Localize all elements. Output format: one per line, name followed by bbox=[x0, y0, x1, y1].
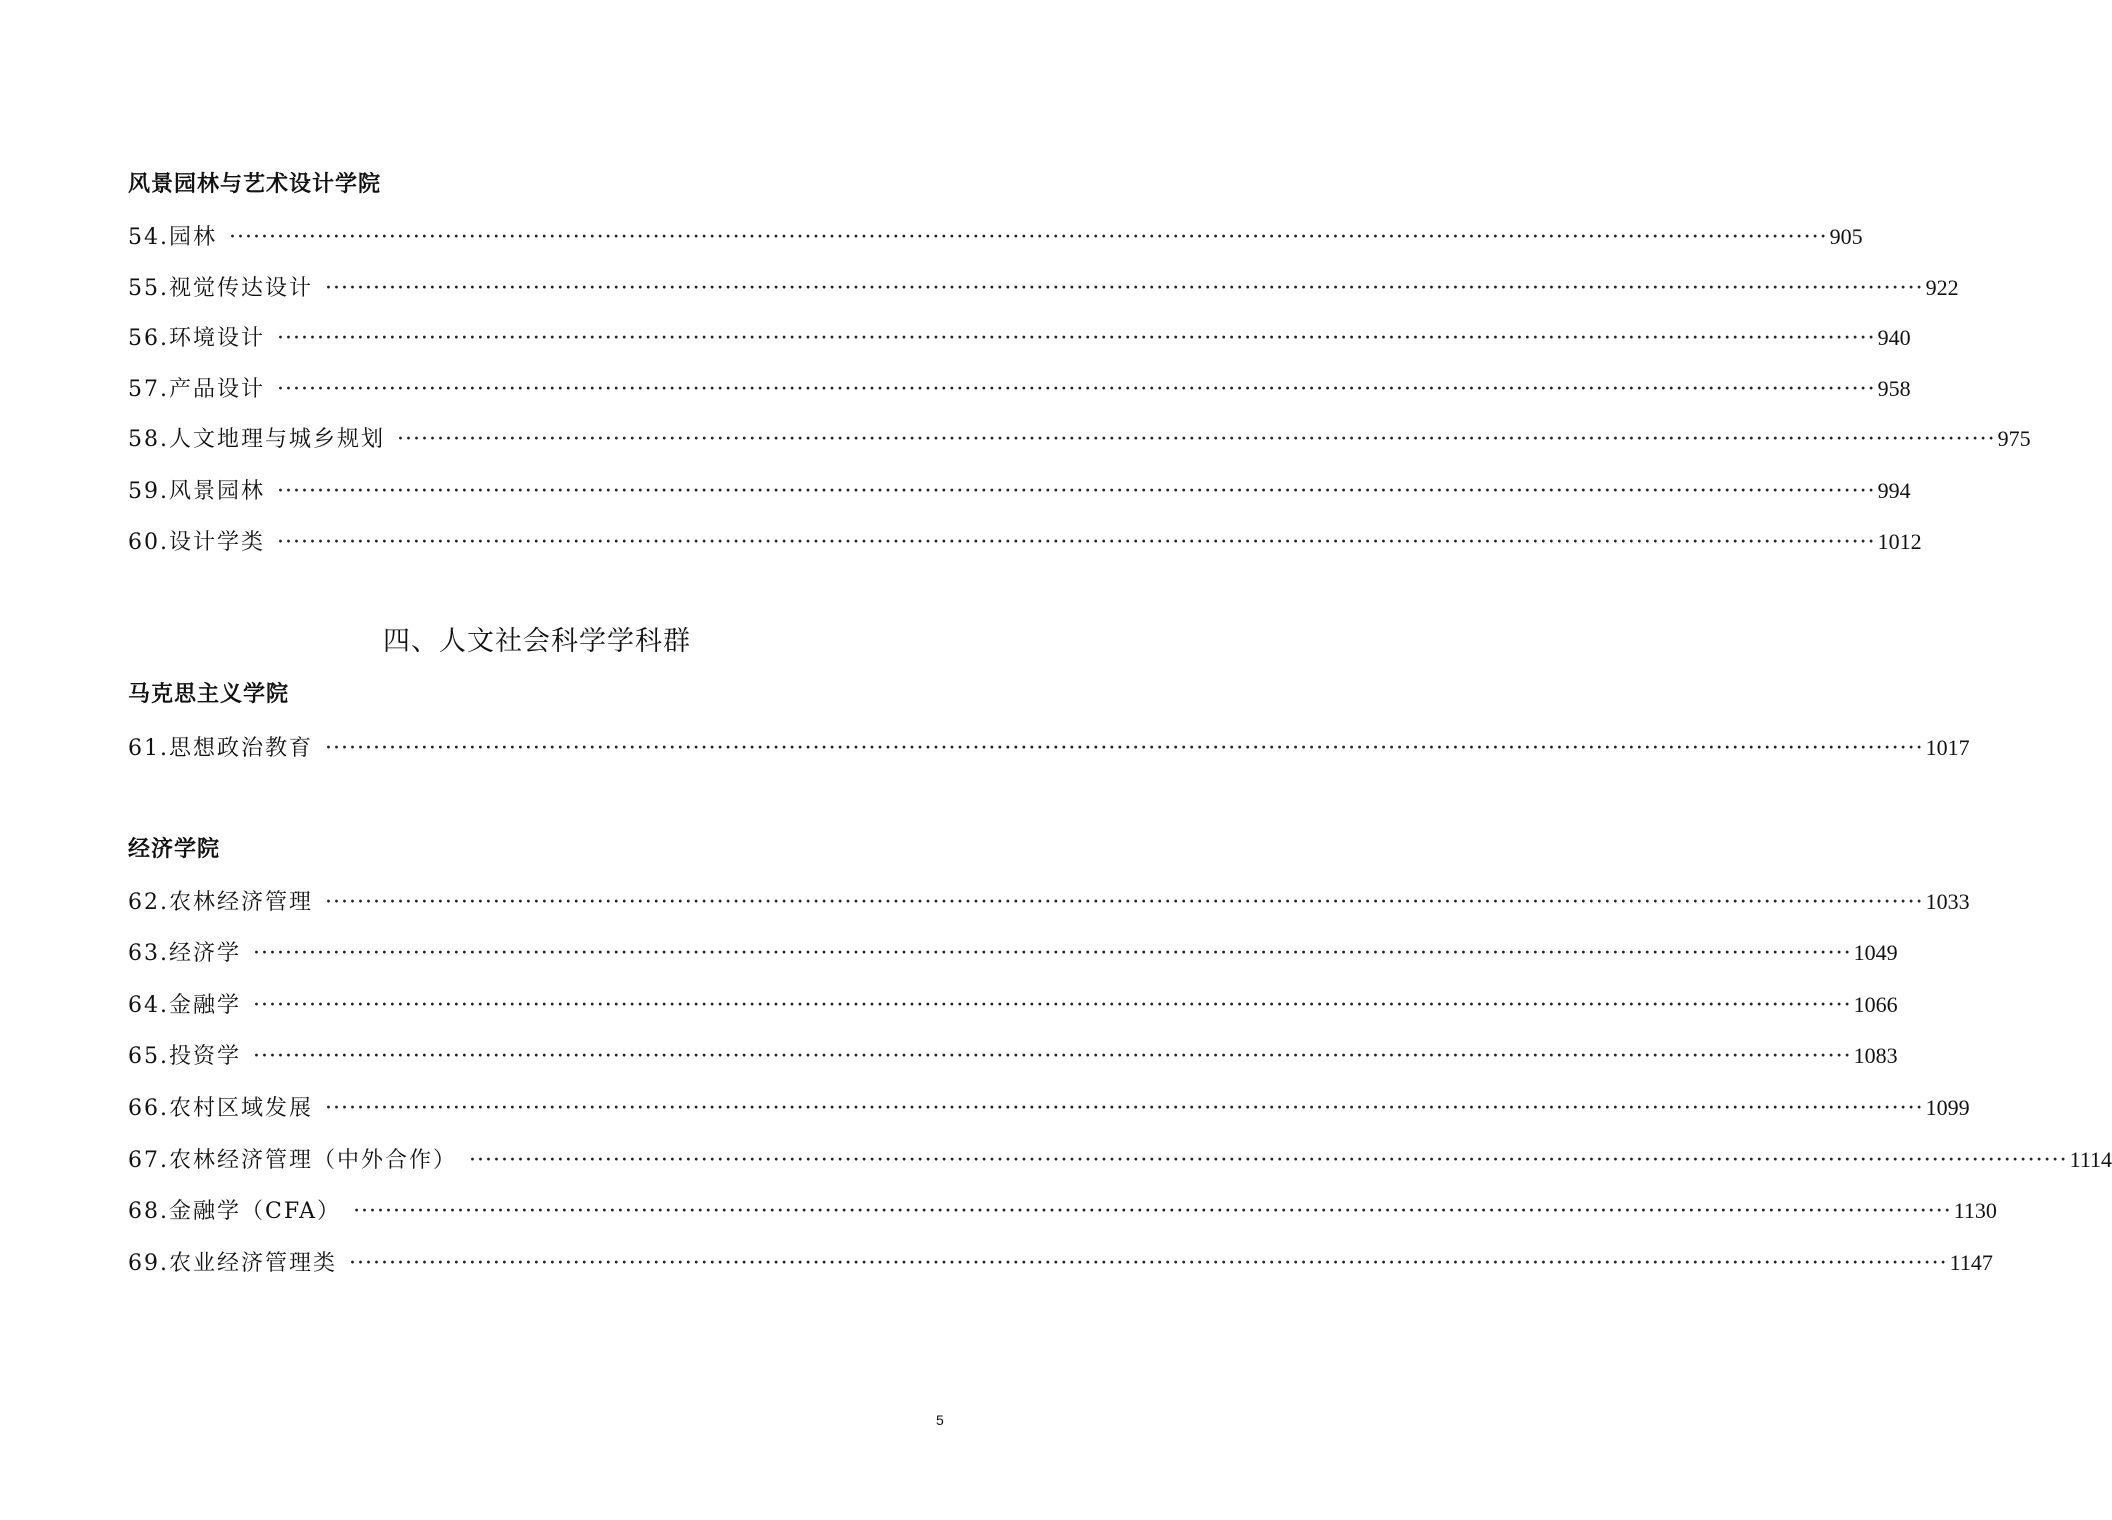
dot-leader: ········································································································································································································ bbox=[325, 1096, 1924, 1121]
dot-leader: ········································································································································································································ bbox=[469, 1148, 2068, 1173]
toc-entry-title: 64.金融学 bbox=[128, 993, 241, 1018]
toc-entry-page: 1130 bbox=[1953, 1198, 1997, 1223]
toc-entry-title: 65.投资学 bbox=[128, 1044, 241, 1069]
toc-entry[interactable] bbox=[128, 1145, 2112, 1175]
dot-leader: ········································································································································································································ bbox=[277, 326, 1876, 351]
dot-leader: ········································································································································································································ bbox=[229, 225, 1828, 250]
toc-entry-title: 54.园林 bbox=[128, 225, 217, 250]
toc-entry-page: 1017 bbox=[1925, 735, 1970, 760]
toc-entry-title: 61.思想政治教育 bbox=[128, 736, 313, 761]
toc-entry-page: 1066 bbox=[1853, 992, 1898, 1017]
toc-entry[interactable] bbox=[128, 887, 1970, 917]
toc-entry-title: 60.设计学类 bbox=[128, 530, 265, 555]
dot-leader: ········································································································································································································ bbox=[277, 530, 1876, 555]
dot-leader: ········································································································································································································ bbox=[253, 1044, 1852, 1069]
dot-leader: ········································································································································································································ bbox=[325, 276, 1924, 301]
toc-entry-title: 57.产品设计 bbox=[128, 377, 265, 402]
dot-leader: ········································································································································································································ bbox=[277, 479, 1876, 504]
toc-entry[interactable] bbox=[128, 1041, 1898, 1071]
dot-leader: ········································································································································································································ bbox=[253, 941, 1852, 966]
toc-entry-title: 63.经济学 bbox=[128, 941, 241, 966]
toc-entry[interactable] bbox=[128, 323, 1911, 353]
toc-entry-page: 1099 bbox=[1925, 1095, 1970, 1120]
college-heading: 马克思主义学院 bbox=[128, 682, 290, 707]
toc-entry[interactable] bbox=[128, 527, 1922, 557]
toc-entry-title: 68.金融学（CFA） bbox=[128, 1199, 342, 1224]
toc-entry-title: 59.风景园林 bbox=[128, 479, 265, 504]
toc-entry-title: 66.农村区域发展 bbox=[128, 1096, 313, 1121]
toc-entry-page: 1147 bbox=[1949, 1250, 1993, 1275]
toc-entry-page: 1114 bbox=[2069, 1147, 2112, 1172]
section-title: 四、人文社会科学学科群 bbox=[383, 626, 691, 657]
toc-entry[interactable] bbox=[128, 1196, 1997, 1226]
dot-leader: ········································································································································································································ bbox=[277, 377, 1876, 402]
toc-entry[interactable] bbox=[128, 424, 2031, 454]
toc-entry[interactable] bbox=[128, 733, 1970, 763]
toc-entry-title: 55.视觉传达设计 bbox=[128, 276, 313, 301]
toc-entry-page: 1012 bbox=[1877, 529, 1922, 554]
dot-leader: ········································································································································································································ bbox=[349, 1251, 1948, 1276]
dot-leader: ········································································································································································································ bbox=[397, 427, 1996, 452]
dot-leader: ········································································································································································································ bbox=[253, 993, 1852, 1018]
toc-entry-page: 1049 bbox=[1853, 940, 1898, 965]
toc-entry-title: 69.农业经济管理类 bbox=[128, 1251, 337, 1276]
college-heading: 风景园林与艺术设计学院 bbox=[128, 172, 382, 197]
toc-entry[interactable] bbox=[128, 990, 1898, 1020]
dot-leader: ········································································································································································································ bbox=[353, 1199, 1952, 1224]
toc-entry-page: 994 bbox=[1877, 478, 1911, 503]
toc-entry-page: 922 bbox=[1925, 275, 1959, 300]
toc-entry-title: 56.环境设计 bbox=[128, 326, 265, 351]
toc-entry[interactable] bbox=[128, 1248, 1993, 1278]
toc-entry-page: 940 bbox=[1877, 325, 1911, 350]
dot-leader: ········································································································································································································ bbox=[325, 890, 1924, 915]
toc-entry-title: 62.农林经济管理 bbox=[128, 890, 313, 915]
toc-entry-page: 975 bbox=[1997, 426, 2031, 451]
toc-entry[interactable] bbox=[128, 222, 1863, 252]
toc-entry-page: 1033 bbox=[1925, 889, 1970, 914]
dot-leader: ········································································································································································································ bbox=[325, 736, 1924, 761]
toc-entry-page: 905 bbox=[1829, 224, 1863, 249]
toc-entry[interactable] bbox=[128, 1093, 1970, 1123]
toc-entry[interactable] bbox=[128, 273, 1959, 303]
toc-entry-page: 1083 bbox=[1853, 1043, 1898, 1068]
toc-entry-title: 67.农林经济管理（中外合作） bbox=[128, 1148, 457, 1173]
toc-entry[interactable] bbox=[128, 374, 1911, 404]
college-heading: 经济学院 bbox=[128, 837, 221, 862]
page-number: 5 bbox=[936, 1412, 944, 1428]
toc-entry-title: 58.人文地理与城乡规划 bbox=[128, 427, 385, 452]
toc-entry[interactable] bbox=[128, 476, 1911, 506]
toc-entry-page: 958 bbox=[1877, 376, 1911, 401]
toc-entry[interactable] bbox=[128, 938, 1898, 968]
